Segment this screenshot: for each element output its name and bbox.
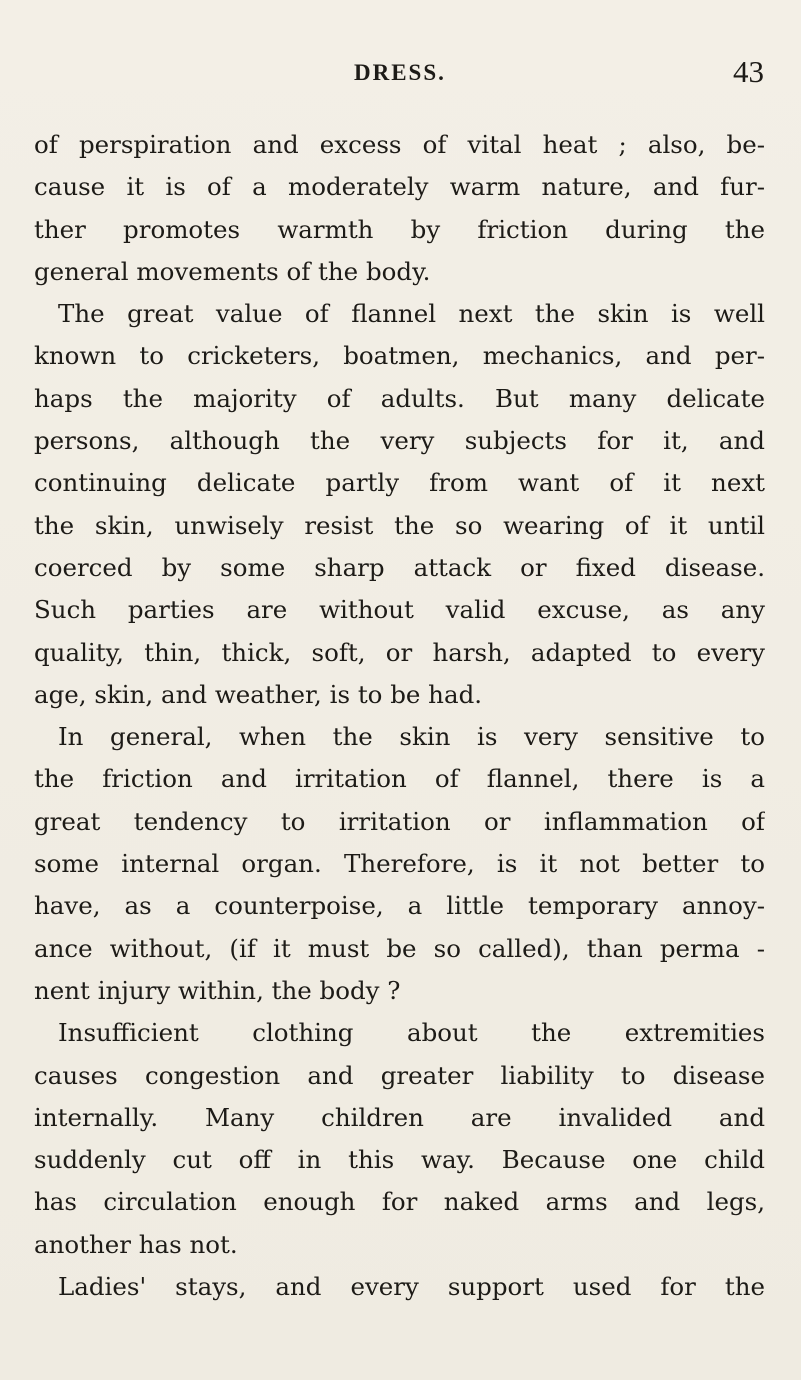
text-line: persons, although the very subjects for it, and <box>34 426 765 456</box>
text-line: internally. Many children are invalided and <box>34 1102 765 1132</box>
text-line: nent injury within, the body ? <box>34 975 401 1005</box>
text-line: coerced by some sharp attack or fixed disease. <box>34 552 765 582</box>
text-line: some internal organ. Therefore, is it not better to <box>34 849 765 879</box>
text-line: of perspiration and excess of vital heat ; also, be- <box>34 130 765 159</box>
text-line: quality, thin, thick, soft, or harsh, adapted to every <box>34 637 765 667</box>
text-line: has circulation enough for naked arms and legs, <box>34 1187 765 1217</box>
text-line: causes congestion and greater liability to disease <box>34 1060 765 1090</box>
body-text <box>34 124 765 1308</box>
text-line: In general, when the skin is very sensitive to <box>58 722 765 752</box>
text-line: ance without, (if it must be so called), than perma - <box>34 933 765 963</box>
text-line: suddenly cut off in this way. Because one child <box>34 1145 765 1175</box>
running-title: DRESS. <box>354 60 446 85</box>
text-line: the skin, unwisely resist the so wearing of it until <box>34 510 765 540</box>
page-number: 43 <box>733 54 764 89</box>
text-line: general movements of the body. <box>34 256 431 286</box>
text-line: have, as a counterpoise, a little temporary annoy- <box>34 891 765 921</box>
text-line: another has not. <box>34 1229 238 1259</box>
text-line: Such parties are without valid excuse, as any <box>34 595 765 625</box>
text-line: Ladies' stays, and every support used for the <box>58 1272 765 1302</box>
text-line: continuing delicate partly from want of it next <box>34 468 765 498</box>
text-line: the friction and irritation of flannel, there is a <box>34 764 765 794</box>
text-line: haps the majority of adults. But many delicate <box>34 383 765 413</box>
text-line: The great value of flannel next the skin is well <box>58 299 765 329</box>
text-line: Insufficient clothing about the extremities <box>58 1018 765 1048</box>
text-line: age, skin, and weather, is to be had. <box>34 679 483 709</box>
text-line: great tendency to irritation or inflammation of <box>34 806 765 836</box>
text-line: cause it is of a moderately warm nature, and fur- <box>34 172 765 202</box>
text-line: ther promotes warmth by friction during the <box>34 214 765 244</box>
text-line: known to cricketers, boatmen, mechanics, and per- <box>34 341 765 371</box>
running-head <box>34 56 764 96</box>
